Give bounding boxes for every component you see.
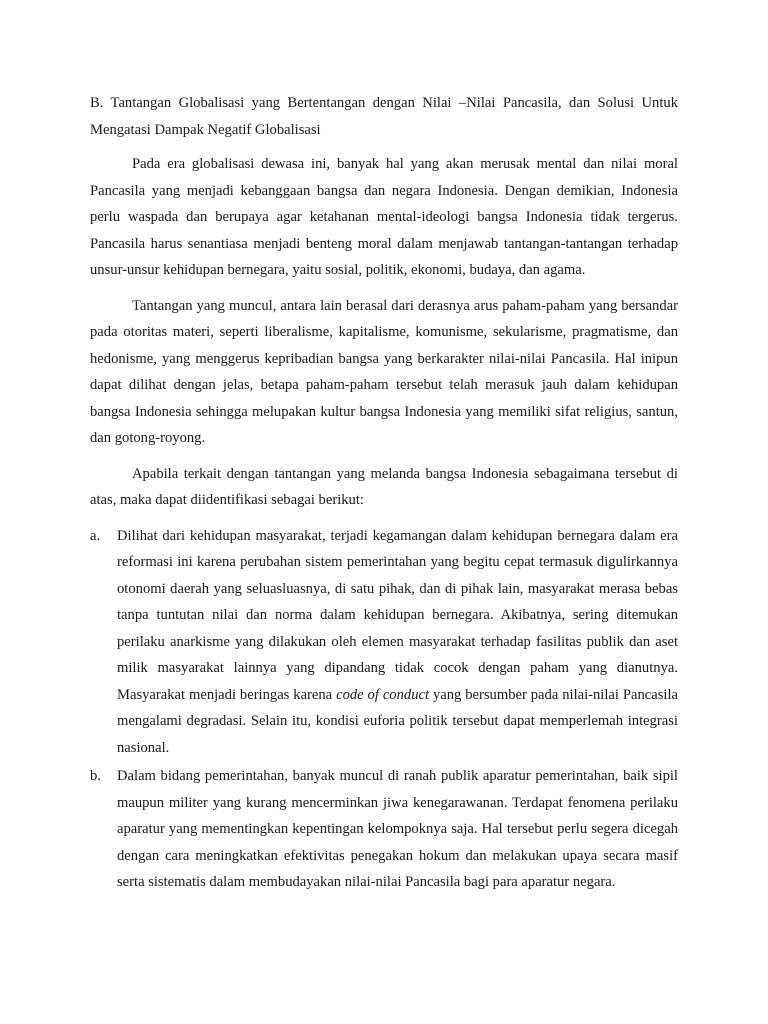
list-item-b <box>90 763 678 896</box>
section-heading: B. Tantangan Globalisasi yang Bertentangan dengan Nilai –Nilai Pancasila, dan Solusi Untuk Mengatasi Dampak Negatif Globalisasi <box>90 95 678 138</box>
challenge-list <box>90 523 678 896</box>
paragraph-1: Pada era globalisasi dewasa ini, banyak hal yang akan merusak mental dan nilai moral Pancasila yang menjadi kebanggaan bangsa dan negara Indonesia. Dengan demikian, Indonesia perlu waspada dan berupaya agar ketahanan mental-ideologi bangsa Indonesia tidak tergerus. Pancasila harus senantiasa menjadi benteng moral dalam menjawab tantangan-tantangan terhadap unsur-unsur kehidupan bernegara, yaitu sosial, politik, ekonomi, budaya, dan agama. <box>90 156 678 278</box>
list-item-b-text: Dalam bidang pemerintahan, banyak muncul di ranah publik aparatur pemerintahan, baik sipil maupun militer yang kurang mencerminkan jiwa kenegarawanan. Terdapat fenomena perilaku aparatur yang mementingkan kepentingan kelompoknya saja. Hal tersebut perlu segera dicegah dengan cara meningkatkan efektivitas penegakan hokum dan melakukan upaya secara masif serta sistematis dalam membudayakan nilai-nilai Pancasila bagi para aparatur negara. <box>117 768 678 890</box>
paragraph-3: Apabila terkait dengan tantangan yang melanda bangsa Indonesia sebagaimana tersebut di atas, maka dapat diidentifikasi sebagai berikut: <box>90 465 678 508</box>
list-item-a-text-before: Dilihat dari kehidupan masyarakat, terjadi kegamangan dalam kehidupan bernegara dalam era reformasi ini karena perubahan sistem pemerintahan yang begitu cepat termasuk digulirkannya otonomi daerah yang seluasluasnya, di satu pihak, dan di pihak lain, masyarakat merasa bebas tanpa tuntutan nilai dan norma dalam kehidupan bernegara. Akibatnya, sering ditemukan perilaku anarkisme yang dilakukan oleh elemen masyarakat terhadap fasilitas publik dan aset milik masyarakat lainnya yang dipandang tidak cocok dengan paham yang dianutnya. Masyarakat menjadi beringas karena <box>117 527 678 703</box>
list-item-a-emphasis: code of conduct <box>336 686 430 703</box>
list-marker-b: b. <box>90 768 101 784</box>
document-page <box>90 90 678 898</box>
list-item-a-text-after: yang bersumber pada nilai-nilai Pancasila mengalami degradasi. Selain itu, kondisi euforia politik tersebut dapat memperlemah integrasi nasional. <box>117 686 678 756</box>
list-marker-a: a. <box>90 527 101 544</box>
paragraph-2: Tantangan yang muncul, antara lain berasal dari derasnya arus paham-paham yang bersandar pada otoritas materi, seperti liberalisme, kapitalisme, komunisme, sekularisme, pragmatisme, dan hedonisme, yang menggerus kepribadian bangsa yang berkarakter nilai-nilai Pancasila. Hal inipun dapat dilihat dengan jelas, betapa paham-paham tersebut telah merasuk jauh dalam kehidupan bangsa Indonesia sehingga melupakan kultur bangsa Indonesia yang memiliki sifat religius, santun, dan gotong-royong. <box>90 297 678 446</box>
list-item-a <box>90 523 678 762</box>
